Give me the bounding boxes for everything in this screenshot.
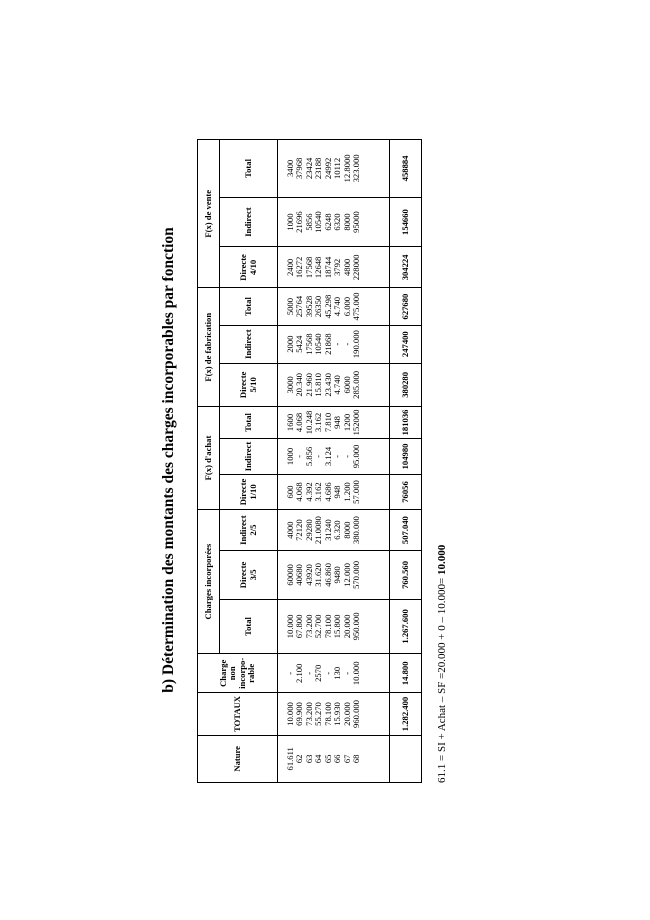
cell-value: 65: [322, 754, 333, 764]
total-fabrication-total: 627680: [390, 288, 422, 325]
cell-value: 190.000: [351, 330, 362, 359]
cell-value: 26350: [313, 295, 324, 318]
cell-value: 37968: [294, 157, 305, 180]
cell-value: 9480: [332, 566, 343, 584]
cell-value: 23424: [303, 157, 314, 180]
cell-value: 64: [313, 754, 324, 764]
total-achat-indirect: 104980: [390, 438, 422, 474]
group-header-incorporees: Charges incorporées: [198, 510, 220, 654]
cell-value: 2570: [313, 664, 324, 682]
cell-value: 18744: [322, 256, 333, 279]
total-fabrication-directe: 380280: [390, 363, 422, 406]
cell-value: 1000: [285, 213, 295, 231]
group-header-achat: F(x) d'achat: [198, 406, 220, 509]
cell-value: 6248: [322, 213, 333, 231]
cell-value: -: [303, 671, 314, 675]
cell-value: 3.162: [313, 412, 324, 433]
cell-value: 960.000: [351, 700, 362, 728]
cell-value: 15.800: [332, 614, 343, 639]
header-row-groups: [198, 140, 220, 783]
cell-value: 228000: [351, 254, 362, 281]
cell-value: 380.000: [351, 516, 362, 545]
fabrication-indirect-header: Indirect: [220, 325, 278, 363]
cell-value: 20.000: [341, 702, 352, 726]
cell-value: 7.810: [322, 412, 333, 433]
cell-value: 5.856: [303, 446, 314, 467]
cell-value: 31.620: [313, 563, 324, 587]
fabrication-directe-cell: [278, 363, 390, 406]
cell-value: 67.800: [294, 614, 305, 639]
cell-value: 12.8000: [341, 154, 352, 183]
cell-value: 69.900: [294, 702, 305, 726]
cell-value: -: [341, 455, 352, 458]
cell-value: 10540: [313, 211, 324, 233]
cell-value: 62: [294, 754, 305, 764]
cell-value: 4.068: [294, 482, 305, 502]
incorp-indirect-header: Indirect 2/5: [220, 510, 278, 551]
cell-value: 6320: [332, 213, 343, 231]
vente-total-header: Total: [220, 140, 278, 198]
cell-value: 10112: [332, 157, 343, 180]
total-non-incorporable: 14.800: [390, 654, 422, 693]
cell-value: -: [313, 455, 324, 458]
cell-value: 950.000: [351, 612, 362, 641]
cell-value: 15.930: [332, 702, 343, 726]
achat-indirect-cell: [278, 438, 390, 474]
cell-value: 5000: [285, 297, 295, 316]
cell-value: 10.248: [303, 410, 314, 435]
cell-value: 68: [351, 754, 362, 764]
nature-cell: [278, 735, 390, 782]
cell-value: 2000: [285, 335, 295, 353]
incorp-directe-cell: [278, 551, 390, 599]
cell-value: -: [341, 671, 352, 675]
footnote-text: 61.1 = SI + Achat – SF =20.000 + 0 – 10.000=: [436, 575, 448, 783]
cell-value: 6000: [341, 376, 352, 394]
cell-value: 73.200: [303, 614, 314, 639]
incorp-total-header: Total: [220, 599, 278, 654]
fabrication-indirect-cell: [278, 325, 390, 363]
cell-value: 4.686: [322, 482, 333, 502]
cell-value: 475.000: [351, 292, 362, 321]
fabrication-total-header: Total: [220, 288, 278, 325]
cell-value: -: [332, 342, 343, 346]
achat-total-header: Total: [220, 406, 278, 438]
total-achat-directe: 76056: [390, 474, 422, 509]
vente-indirect-header: Indirect: [220, 197, 278, 246]
cell-value: 3000: [285, 376, 295, 394]
cell-value: 5856: [303, 213, 314, 231]
cell-value: 130: [332, 666, 343, 680]
cell-value: -: [332, 455, 343, 458]
document-title: b) Détermination des montants des charges incorporables par fonction: [160, 227, 177, 693]
cell-value: 3400: [285, 159, 295, 178]
cell-value: 60000: [285, 564, 295, 586]
totals-row: [390, 140, 422, 783]
cell-value: 25764: [294, 295, 305, 318]
cell-value: 17568: [303, 256, 314, 279]
cell-value: 1000: [285, 447, 295, 466]
cell-value: 61.611: [285, 747, 295, 771]
fabrication-total-cell: [278, 288, 390, 325]
cell-value: 16272: [294, 256, 305, 279]
total-totaux: 1.282.400: [390, 693, 422, 735]
cell-value: 10.000: [285, 614, 295, 639]
cell-value: 285.000: [351, 370, 362, 399]
incorp-directe-header: Directe 3/5: [220, 551, 278, 599]
cell-value: 948: [332, 485, 343, 499]
cell-value: 4.068: [294, 412, 305, 433]
cell-value: 1200: [341, 413, 352, 432]
achat-total-cell: [278, 406, 390, 438]
cell-value: 20.340: [294, 373, 305, 397]
incorp-total-cell: [278, 599, 390, 654]
cell-value: 73.200: [303, 702, 314, 726]
group-header-fabrication: F(x) de fabrication: [198, 288, 220, 406]
cell-value: 8000: [341, 521, 352, 539]
cell-value: 20.000: [341, 614, 352, 639]
cell-value: 55.270: [313, 702, 324, 726]
achat-indirect-header: Indirect: [220, 438, 278, 474]
cell-value: 1.200: [341, 482, 352, 502]
cell-value: 15.810: [313, 373, 324, 397]
non-incorporable-header: Charge non incorpo- rable: [198, 654, 278, 693]
cell-value: 6.000: [341, 296, 352, 317]
cell-value: 21.0080: [313, 516, 324, 545]
cell-value: 95000: [351, 211, 362, 233]
nature-header: Nature: [198, 735, 278, 782]
data-row: [278, 140, 390, 783]
cell-value: 17568: [303, 333, 314, 355]
fabrication-directe-header: Directe 5/10: [220, 363, 278, 406]
total-achat-total: 181036: [390, 406, 422, 438]
cell-value: 21696: [294, 211, 305, 233]
totaux-cell: [278, 693, 390, 735]
cell-value: 152000: [351, 409, 362, 436]
cell-value: 29280: [303, 519, 314, 541]
cell-value: 3.124: [322, 446, 333, 467]
total-incorp-total: 1.267.600: [390, 599, 422, 654]
cell-value: 24992: [322, 157, 333, 180]
total-incorp-indirect: 507.040: [390, 510, 422, 551]
cell-value: 72120: [294, 519, 305, 541]
cell-value: 31240: [322, 519, 333, 541]
cell-value: 3.162: [313, 482, 324, 502]
cell-value: 10.000: [285, 702, 295, 726]
totaux-header: TOTAUX: [198, 693, 278, 735]
cell-value: 1600: [285, 413, 295, 432]
cell-value: 600: [285, 485, 295, 499]
cell-value: -: [322, 671, 333, 675]
non-incorporable-cell: [278, 654, 390, 693]
cell-value: 43920: [303, 564, 314, 586]
cell-value: -: [294, 455, 305, 458]
cell-value: 4.740: [332, 296, 343, 317]
total-vente-total: 458884: [390, 140, 422, 198]
achat-directe-cell: [278, 474, 390, 509]
cell-value: 63: [303, 754, 314, 764]
cell-value: 6.320: [332, 520, 343, 540]
footnote-formula: [436, 545, 448, 783]
vente-total-cell: [278, 140, 390, 198]
vente-directe-cell: [278, 247, 390, 288]
cell-value: 8000: [341, 213, 352, 231]
cell-value: 57.000: [351, 480, 362, 504]
total-fabrication-indirect: 247400: [390, 325, 422, 363]
achat-directe-header: Directe 1/10: [220, 474, 278, 509]
cell-value: 67: [341, 754, 352, 764]
cell-value: 66: [332, 754, 343, 764]
cell-value: 12648: [313, 256, 324, 279]
totals-nature-cell: [390, 735, 422, 782]
cell-value: 323.000: [351, 154, 362, 183]
total-vente-directe: 304224: [390, 247, 422, 288]
cell-value: -: [285, 671, 295, 675]
cell-value: 21868: [322, 333, 333, 355]
cell-value: 5424: [294, 335, 305, 353]
cell-value: 78.100: [322, 702, 333, 726]
cell-value: 2400: [285, 258, 295, 276]
total-vente-indirect: 154660: [390, 197, 422, 246]
cell-value: 46.860: [322, 563, 333, 587]
cell-value: 52.700: [313, 614, 324, 639]
group-header-vente: F(x) de vente: [198, 140, 220, 289]
cell-value: 570.000: [351, 560, 362, 589]
total-incorp-directe: 760.560: [390, 551, 422, 599]
footnote-result: 10.000: [436, 544, 448, 576]
cell-value: 10.000: [351, 661, 362, 686]
cell-value: 95.000: [351, 444, 362, 469]
cell-value: 4.392: [303, 482, 314, 502]
cell-value: 45.298: [322, 294, 333, 319]
cell-value: -: [341, 342, 352, 346]
cell-value: 21.960: [303, 373, 314, 397]
vente-directe-header: Directe 4/10: [220, 247, 278, 288]
incorp-indirect-cell: [278, 510, 390, 551]
cell-value: 4800: [341, 258, 352, 276]
cell-value: 39528: [303, 295, 314, 318]
cell-value: 3792: [332, 258, 343, 276]
cell-value: 12.000: [341, 563, 352, 587]
cell-value: 23.430: [322, 373, 333, 397]
cell-value: 2.100: [294, 663, 305, 683]
vente-indirect-cell: [278, 197, 390, 246]
cell-value: 10540: [313, 333, 324, 355]
cell-value: 23188: [313, 157, 324, 180]
cell-value: 40680: [294, 564, 305, 586]
cell-value: 78.100: [322, 614, 333, 639]
cell-value: 948: [332, 416, 343, 429]
cell-value: 4000: [285, 521, 295, 539]
charges-table: [197, 139, 422, 783]
cell-value: 4.740: [332, 375, 343, 395]
